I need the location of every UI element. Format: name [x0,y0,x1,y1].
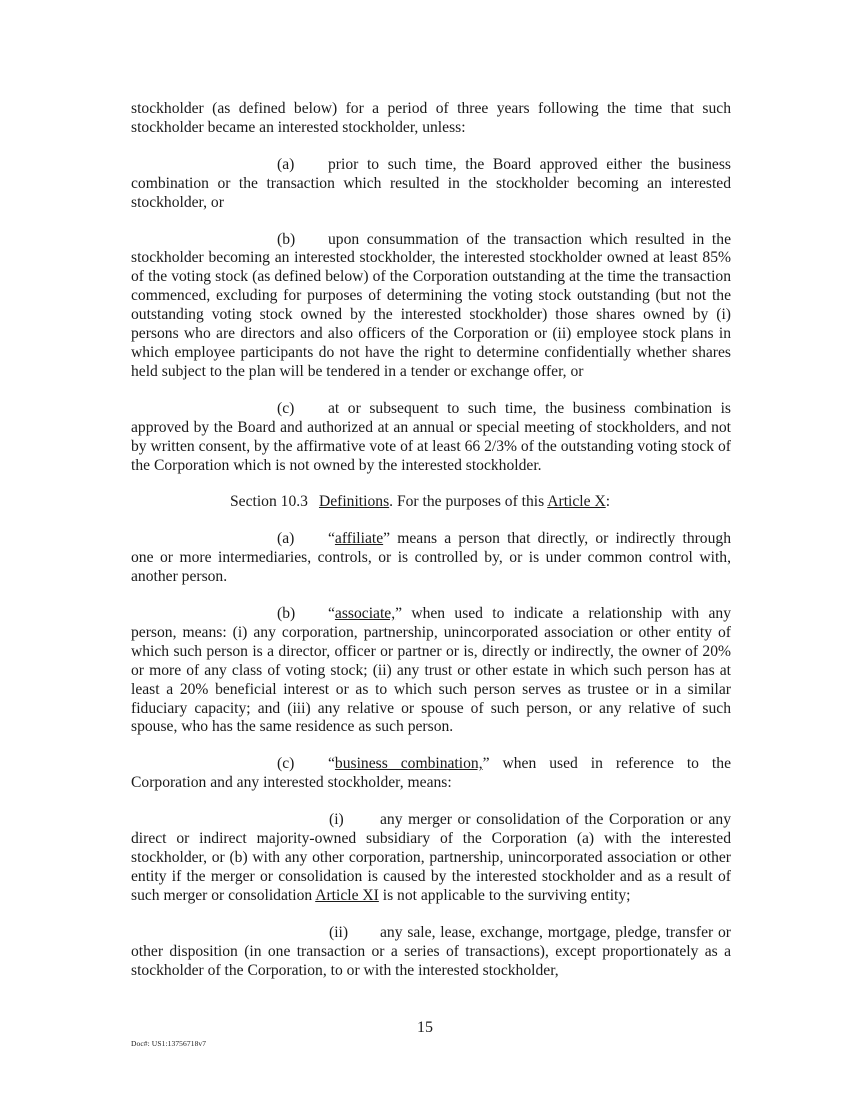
article-reference: Article X [547,493,606,511]
section-text-end: : [605,493,611,511]
paragraph-intro [131,100,731,138]
list-label: (a) [277,155,295,173]
paragraph-text: upon consummation of the transaction which resulted in the stockholder becoming an interested stockholder, the interested stockholder owned at least 85% of the voting stock (as defined below) of the Corporation outstanding at the time the transaction commenced, excluding for purposes of determining the voting stock outstanding (but not the outstanding voting stock owned by the interested stockholder) those shares owned by (i) persons who are directors and also officers of the Corporation or (ii) employee stock plans in which employee participants do not have the right to determine confidentially whether shares held subject to the plan will be tendered in a tender or exchange offer, or [131,230,731,380]
quote-open: “ [328,605,335,623]
document-id: Doc#: US1:13756718v7 [131,1039,207,1048]
definition-affiliate [131,530,731,587]
subparagraph-ii [131,924,731,981]
quote-open: “ [328,530,335,548]
list-label: (c) [277,399,295,417]
definition-business-combination [131,755,731,793]
page-number: 15 [417,1019,433,1036]
subparagraph-i [131,811,731,906]
section-text: . For the purposes of this [389,493,548,511]
paragraph-b [131,231,731,382]
paragraph-text: stockholder (as defined below) for a period of three years following the time that such stockholder became an interested stockholder, unless: [131,100,731,136]
paragraph-text: ” when used in reference to the Corporation and any interested stockholder, means: [131,755,731,792]
list-label: (c) [277,755,295,773]
paragraph-c [131,400,731,476]
list-label: (a) [277,530,295,548]
list-label: (i) [329,811,344,829]
quote-open: “ [328,755,335,773]
defined-term: affiliate [334,530,384,548]
paragraph-text: prior to such time, the Board approved either the business combination or the transaction which resulted in the stockholder becoming an interested stockholder, or [131,155,731,211]
paragraph-text: at or subsequent to such time, the business combination is approved by the Board and authorized at an annual or special meeting of stockholders, and not by written consent, by the affirmative vote of at least 66 2/3% of the outstanding voting stock of the Corporation which is not owned by the interested stockholder. [131,399,731,474]
paragraph-a [131,156,731,213]
section-title: Definitions [318,493,390,511]
paragraph-text-end: is not applicable to the surviving entity; [378,886,631,904]
list-label: (b) [277,230,296,248]
defined-term: associate, [334,605,396,623]
paragraph-text: any merger or consolidation of the Corporation or any direct or indirect majority-owned subsidiary of the Corporation (a) with the interested stockholder, or (b) with any other corporation, partnership, unincorporated association or other entity if the merger or consolidation is caused by the interested stockholder and as a result of such merger or consolidation [131,811,731,904]
document-body [131,100,731,998]
defined-term: business combination, [334,755,483,773]
list-label: (ii) [329,923,349,941]
paragraph-text: ” means a person that directly, or indirectly through one or more intermediaries, controls, or is controlled by, or is under common control with, another person. [131,530,731,586]
paragraph-text: any sale, lease, exchange, mortgage, pledge, transfer or other disposition (in one transaction or a series of transactions), except proportionately as a stockholder of the Corporation, to or with the interested stockholder, [131,923,731,979]
section-heading [131,493,731,512]
article-reference: Article XI [315,886,379,904]
paragraph-text: ” when used to indicate a relationship with any person, means: (i) any corporation, partnership, unincorporated association or other entity of which such person is a director, officer or partner or is, directly or indirectly, the owner of 20% or more of any class of voting stock; (ii) any trust or other estate in which such person has at least a 20% beneficial interest or as to which such person serves as trustee or in a similar fiduciary capacity; and (iii) any relative or spouse of such person, or any relative of such spouse, who has the same residence as such person. [131,605,731,736]
list-label: (b) [277,605,296,623]
definition-associate [131,605,731,737]
section-number: Section 10.3 [230,493,308,511]
